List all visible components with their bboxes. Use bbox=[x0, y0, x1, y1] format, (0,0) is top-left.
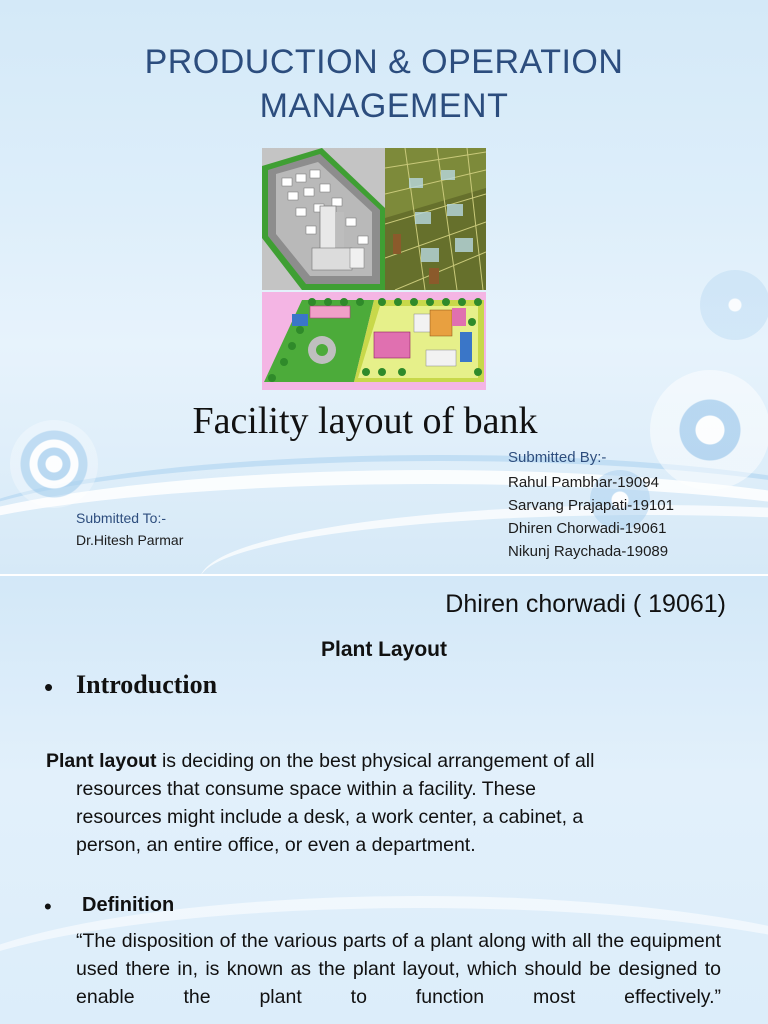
definition-line: “The disposition of the various parts of a plant along with all bbox=[76, 930, 592, 952]
submitted-to-label: Submitted To:- bbox=[76, 510, 167, 526]
submitted-by-label: Submitted By:- bbox=[508, 449, 607, 466]
slide-author: Dhiren chorwadi ( 19061) bbox=[445, 590, 726, 618]
slide-title-line2: MANAGEMENT bbox=[259, 87, 509, 125]
plant-layout-paragraph bbox=[46, 747, 726, 859]
term-plant-layout: Plant layout bbox=[46, 750, 157, 772]
bullet-icon: • bbox=[44, 672, 54, 702]
slide-title-line1: PRODUCTION & OPERATION bbox=[144, 43, 624, 81]
paragraph-text: person, an entire office, or even a department. bbox=[76, 834, 476, 856]
definition-line: the equipment used there in, is known as the plant layout, bbox=[76, 930, 721, 980]
paragraph-text: resources might include a desk, a work center, a cabinet, a bbox=[76, 806, 584, 828]
team-member: Dhiren Chorwadi-19061 bbox=[508, 520, 667, 537]
city-layout-image bbox=[262, 148, 385, 290]
team-member: Nikunj Raychada-19089 bbox=[508, 543, 669, 560]
campus-plan-image bbox=[262, 292, 486, 390]
slide-heading: Plant Layout bbox=[320, 638, 447, 661]
paragraph-text: resources that consume space within a facility. These bbox=[76, 778, 536, 800]
team-member: Rahul Pambhar-19094 bbox=[508, 474, 659, 491]
team-members-list bbox=[508, 471, 674, 563]
definition-heading: Definition bbox=[82, 894, 175, 916]
interior-layout-image bbox=[385, 148, 486, 290]
bullet-icon: • bbox=[44, 894, 52, 919]
definition-line: which should be designed to enable the plant to function bbox=[76, 958, 722, 1008]
submitted-to-name: Dr.Hitesh Parmar bbox=[76, 532, 184, 548]
presentation-subtitle: Facility layout of bank bbox=[192, 400, 538, 442]
definition-line: most effectively.” bbox=[533, 986, 721, 1008]
content-slide bbox=[0, 576, 768, 1024]
team-member: Sarvang Prajapati-19101 bbox=[508, 497, 674, 514]
definition-text bbox=[76, 927, 721, 1011]
decorative-bokeh bbox=[700, 270, 768, 340]
introduction-heading: Introduction bbox=[76, 670, 218, 699]
paragraph-text: is deciding on the best physical arrangement of all bbox=[156, 750, 595, 772]
